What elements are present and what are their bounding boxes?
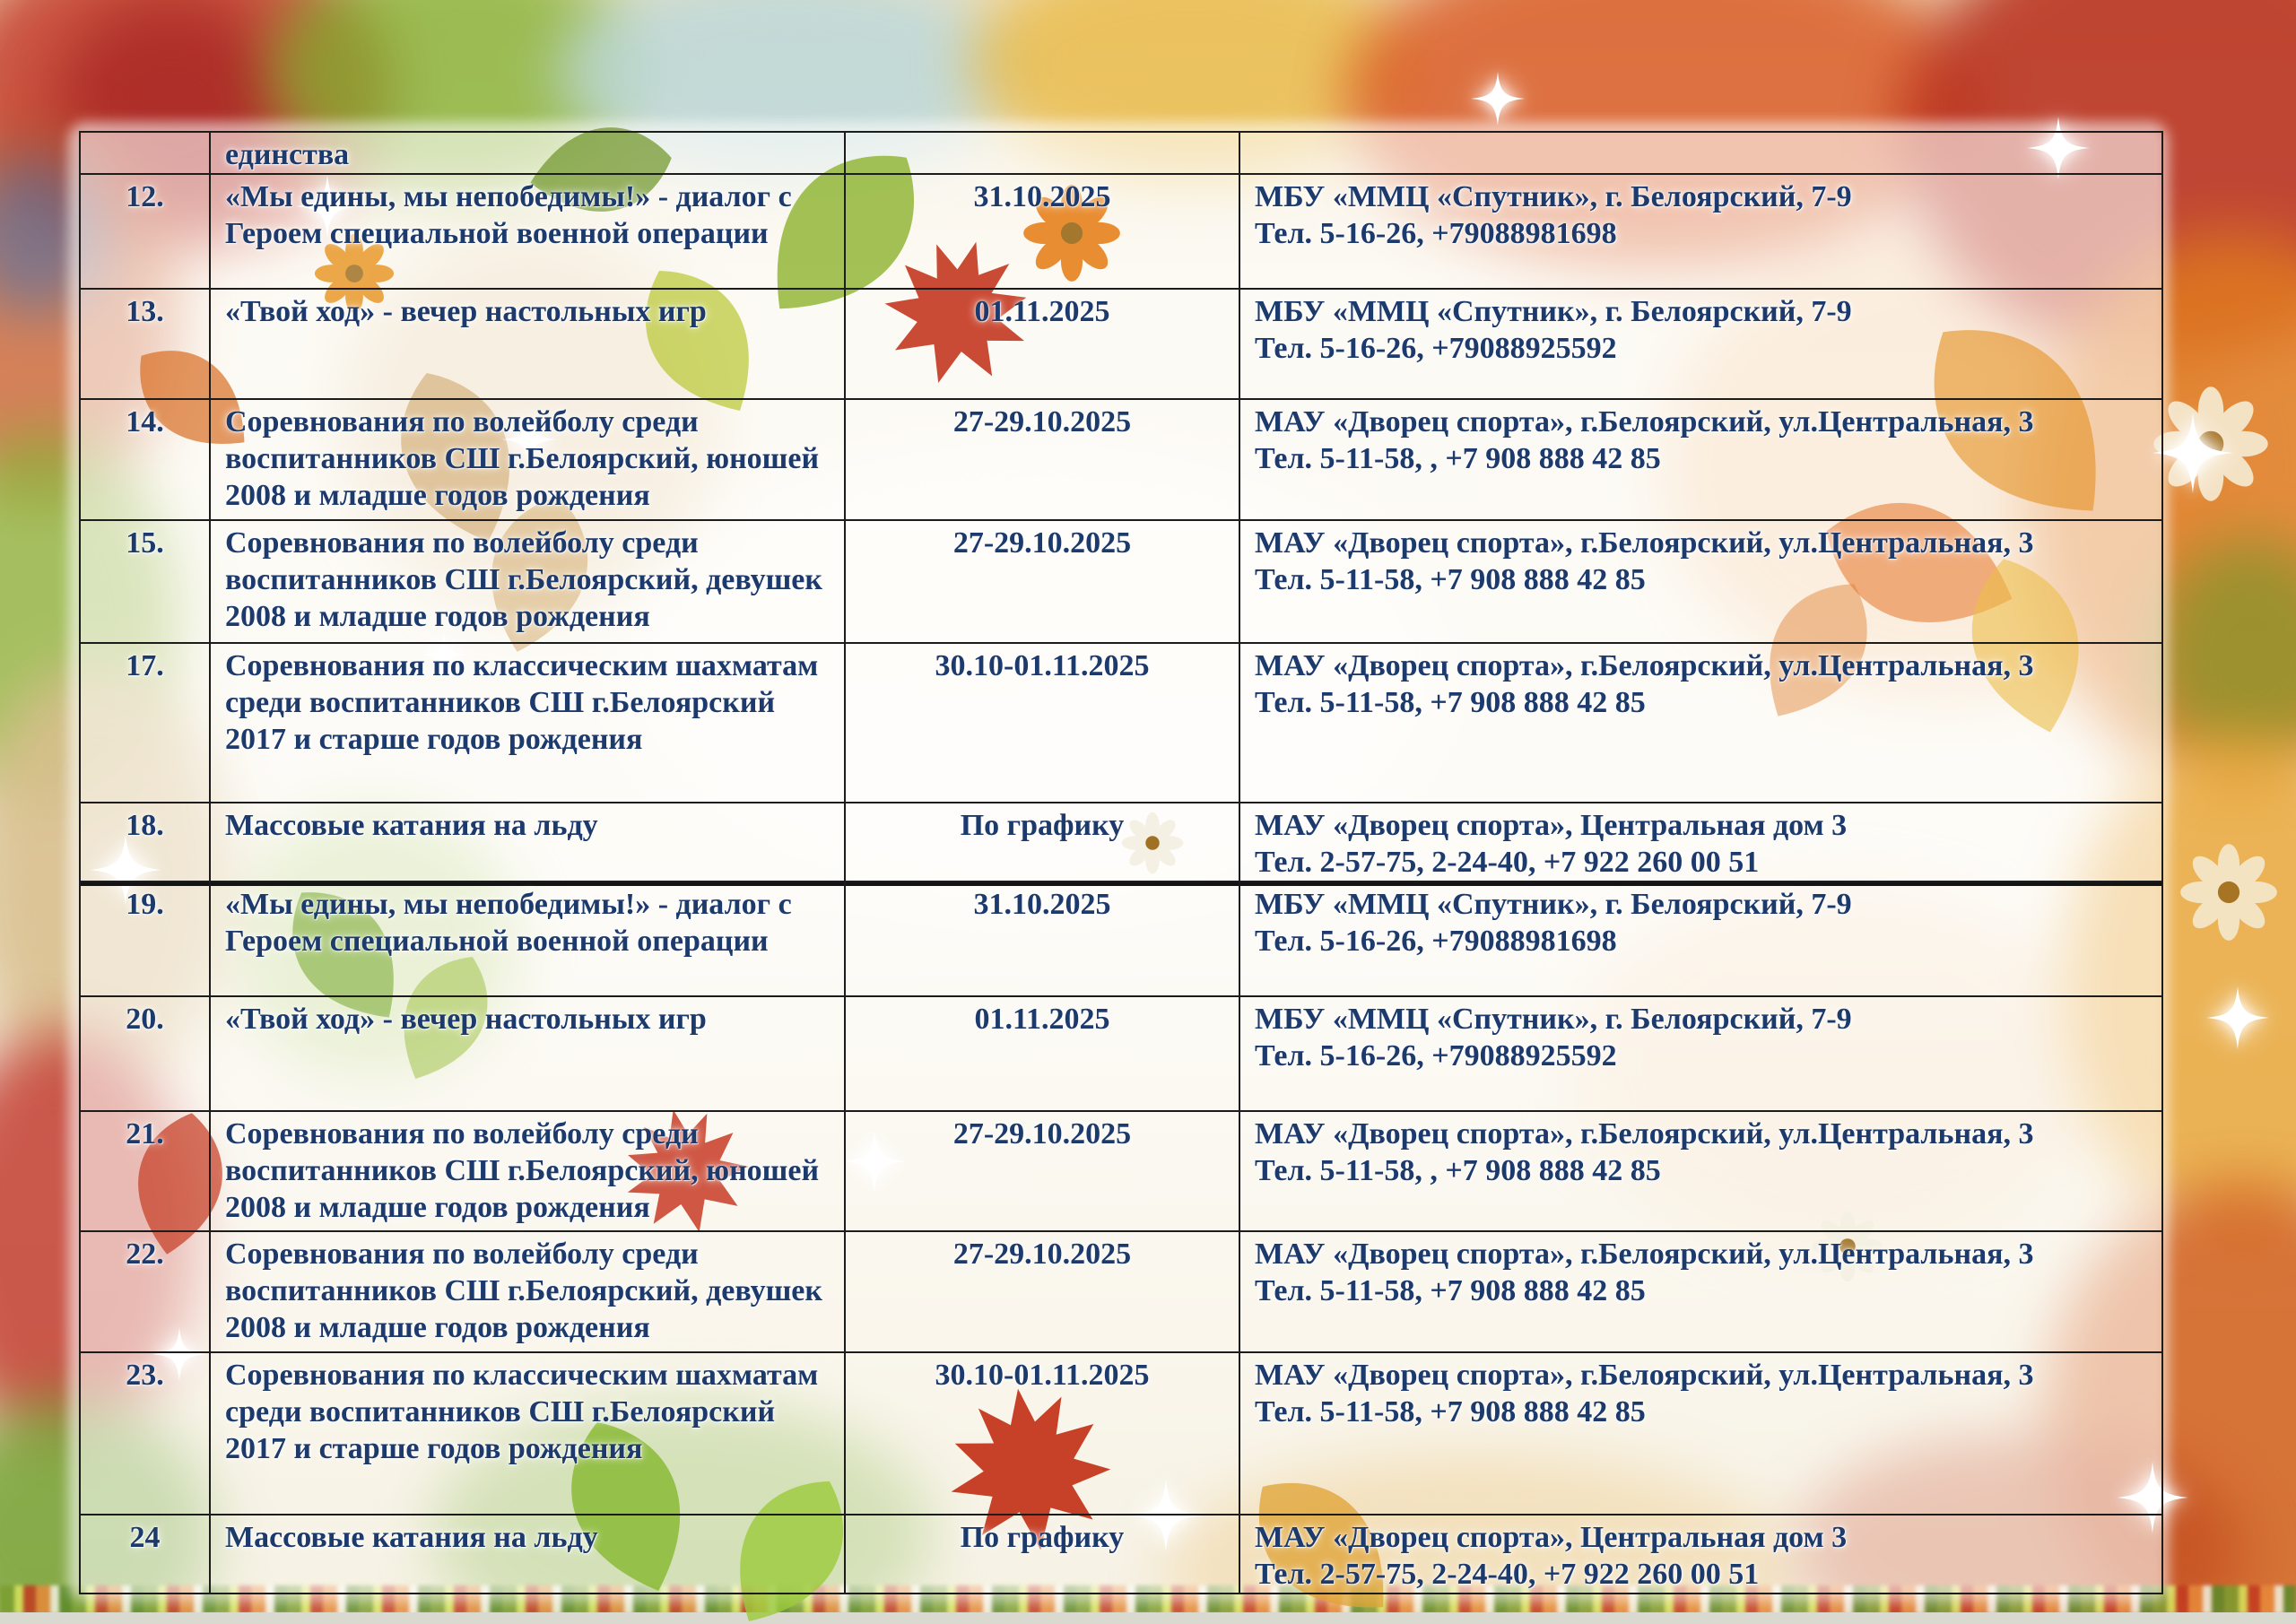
event-cell: «Твой ход» - вечер настольных игр bbox=[210, 289, 845, 399]
venue-cell bbox=[1239, 174, 2162, 289]
event-cell: «Мы едины, мы непобедимы!» - диалог с Героем специальной военной операции bbox=[210, 881, 845, 996]
venue-line1: МАУ «Дворец спорта», г.Белоярский, ул.Центральная, 3 bbox=[1255, 649, 2034, 682]
venue-line1: МБУ «ММЦ «Спутник», г. Белоярский, 7-9 bbox=[1255, 888, 1852, 921]
venue-cell bbox=[1239, 520, 2162, 643]
table-row bbox=[80, 881, 2162, 996]
venue-line1: МАУ «Дворец спорта», Центральная дом 3 bbox=[1255, 1521, 1848, 1554]
venue-line1: МБУ «ММЦ «Спутник», г. Белоярский, 7-9 bbox=[1255, 295, 1852, 328]
date-cell: По графику bbox=[845, 803, 1239, 883]
row-number-cell: 15. bbox=[80, 520, 210, 643]
row-number-cell: 13. bbox=[80, 289, 210, 399]
event-cell: Массовые катания на льду bbox=[210, 1515, 845, 1594]
sparkle-icon bbox=[2152, 413, 2233, 493]
table-row bbox=[80, 996, 2162, 1111]
date-cell bbox=[845, 132, 1239, 174]
venue-cell bbox=[1239, 643, 2162, 803]
table-row bbox=[80, 399, 2162, 520]
events-table-lower bbox=[79, 881, 2163, 1594]
date-cell: 30.10-01.11.2025 bbox=[845, 643, 1239, 803]
venue-line1: МАУ «Дворец спорта», г.Белоярский, ул.Центральная, 3 bbox=[1255, 1117, 2034, 1151]
row-number-cell: 12. bbox=[80, 174, 210, 289]
venue-cell bbox=[1239, 1231, 2162, 1352]
venue-cell bbox=[1239, 881, 2162, 996]
venue-cell bbox=[1239, 399, 2162, 520]
row-number-cell: 20. bbox=[80, 996, 210, 1111]
table-row bbox=[80, 520, 2162, 643]
row-number-cell: 23. bbox=[80, 1352, 210, 1515]
sparkle-icon bbox=[2206, 986, 2269, 1049]
event-cell: единства bbox=[210, 132, 845, 174]
venue-cell bbox=[1239, 996, 2162, 1111]
venue-line2: Тел. 5-16-26, +79088925592 bbox=[1255, 332, 1617, 365]
flower-icon bbox=[2179, 843, 2278, 942]
row-number-cell: 18. bbox=[80, 803, 210, 883]
venue-line2: Тел. 5-11-58, +7 908 888 42 85 bbox=[1255, 1274, 1646, 1307]
venue-line2: Тел. 2-57-75, 2-24-40, +7 922 260 00 51 bbox=[1255, 1558, 1760, 1591]
venue-line1: МБУ «ММЦ «Спутник», г. Белоярский, 7-9 bbox=[1255, 180, 1852, 213]
date-cell: 01.11.2025 bbox=[845, 289, 1239, 399]
venue-line1: МАУ «Дворец спорта», г.Белоярский, ул.Центральная, 3 bbox=[1255, 405, 2034, 439]
date-cell: 01.11.2025 bbox=[845, 996, 1239, 1111]
date-cell: 30.10-01.11.2025 bbox=[845, 1352, 1239, 1515]
venue-cell bbox=[1239, 1111, 2162, 1231]
table-row bbox=[80, 1515, 2162, 1594]
date-cell: 27-29.10.2025 bbox=[845, 520, 1239, 643]
date-cell: 27-29.10.2025 bbox=[845, 1111, 1239, 1231]
venue-cell bbox=[1239, 803, 2162, 883]
venue-line2: Тел. 5-11-58, +7 908 888 42 85 bbox=[1255, 1395, 1646, 1429]
event-cell: Соревнования по классическим шахматам среди воспитанников СШ г.Белоярский 2017 и старше годов рождения bbox=[210, 643, 845, 803]
sparkle-icon bbox=[1471, 72, 1525, 126]
event-cell: Массовые катания на льду bbox=[210, 803, 845, 883]
event-cell: Соревнования по волейболу среди воспитанников СШ г.Белоярский, девушек 2008 и младше годов рождения bbox=[210, 520, 845, 643]
table-row bbox=[80, 1111, 2162, 1231]
venue-line1: МАУ «Дворец спорта», г.Белоярский, ул.Центральная, 3 bbox=[1255, 1359, 2034, 1392]
venue-line1: МАУ «Дворец спорта», Центральная дом 3 bbox=[1255, 809, 1848, 842]
row-number-cell: 17. bbox=[80, 643, 210, 803]
table-row bbox=[80, 1352, 2162, 1515]
venue-cell bbox=[1239, 289, 2162, 399]
row-number-cell: 24 bbox=[80, 1515, 210, 1594]
table-row bbox=[80, 289, 2162, 399]
date-cell: 31.10.2025 bbox=[845, 174, 1239, 289]
event-cell: Соревнования по классическим шахматам среди воспитанников СШ г.Белоярский 2017 и старше годов рождения bbox=[210, 1352, 845, 1515]
venue-line1: МБУ «ММЦ «Спутник», г. Белоярский, 7-9 bbox=[1255, 1003, 1852, 1036]
date-cell: По графику bbox=[845, 1515, 1239, 1594]
table-row bbox=[80, 132, 2162, 174]
row-number-cell: 14. bbox=[80, 399, 210, 520]
venue-line2: Тел. 5-11-58, +7 908 888 42 85 bbox=[1255, 686, 1646, 719]
row-number-cell: 21. bbox=[80, 1111, 210, 1231]
event-cell: «Твой ход» - вечер настольных игр bbox=[210, 996, 845, 1111]
events-table-upper bbox=[79, 131, 2163, 886]
event-cell: Соревнования по волейболу среди воспитанников СШ г.Белоярский, юношей 2008 и младше годов рождения bbox=[210, 1111, 845, 1231]
bottom-light-strip bbox=[0, 1612, 2296, 1624]
venue-line2: Тел. 5-16-26, +79088981698 bbox=[1255, 217, 1617, 250]
row-number-cell: 19. bbox=[80, 881, 210, 996]
venue-cell bbox=[1239, 1515, 2162, 1594]
venue-line2: Тел. 2-57-75, 2-24-40, +7 922 260 00 51 bbox=[1255, 846, 1760, 879]
date-cell: 27-29.10.2025 bbox=[845, 1231, 1239, 1352]
table-row bbox=[80, 1231, 2162, 1352]
date-cell: 27-29.10.2025 bbox=[845, 399, 1239, 520]
venue-line1: МАУ «Дворец спорта», г.Белоярский, ул.Центральная, 3 bbox=[1255, 1238, 2034, 1271]
row-number-cell bbox=[80, 132, 210, 174]
row-number-cell: 22. bbox=[80, 1231, 210, 1352]
event-cell: Соревнования по волейболу среди воспитанников СШ г.Белоярский, девушек 2008 и младше годов рождения bbox=[210, 1231, 845, 1352]
event-cell: Соревнования по волейболу среди воспитанников СШ г.Белоярский, юношей 2008 и младше годов рождения bbox=[210, 399, 845, 520]
venue-line2: Тел. 5-16-26, +79088925592 bbox=[1255, 1039, 1617, 1073]
venue-line2: Тел. 5-11-58, +7 908 888 42 85 bbox=[1255, 563, 1646, 596]
table-row bbox=[80, 174, 2162, 289]
table-row bbox=[80, 643, 2162, 803]
venue-line2: Тел. 5-11-58, , +7 908 888 42 85 bbox=[1255, 442, 1661, 475]
venue-line1: МАУ «Дворец спорта», г.Белоярский, ул.Центральная, 3 bbox=[1255, 526, 2034, 560]
venue-cell bbox=[1239, 132, 2162, 174]
venue-line2: Тел. 5-16-26, +79088981698 bbox=[1255, 925, 1617, 958]
venue-line2: Тел. 5-11-58, , +7 908 888 42 85 bbox=[1255, 1154, 1661, 1187]
table-row bbox=[80, 803, 2162, 883]
venue-cell bbox=[1239, 1352, 2162, 1515]
event-cell: «Мы едины, мы непобедимы!» - диалог с Героем специальной военной операции bbox=[210, 174, 845, 289]
date-cell: 31.10.2025 bbox=[845, 881, 1239, 996]
